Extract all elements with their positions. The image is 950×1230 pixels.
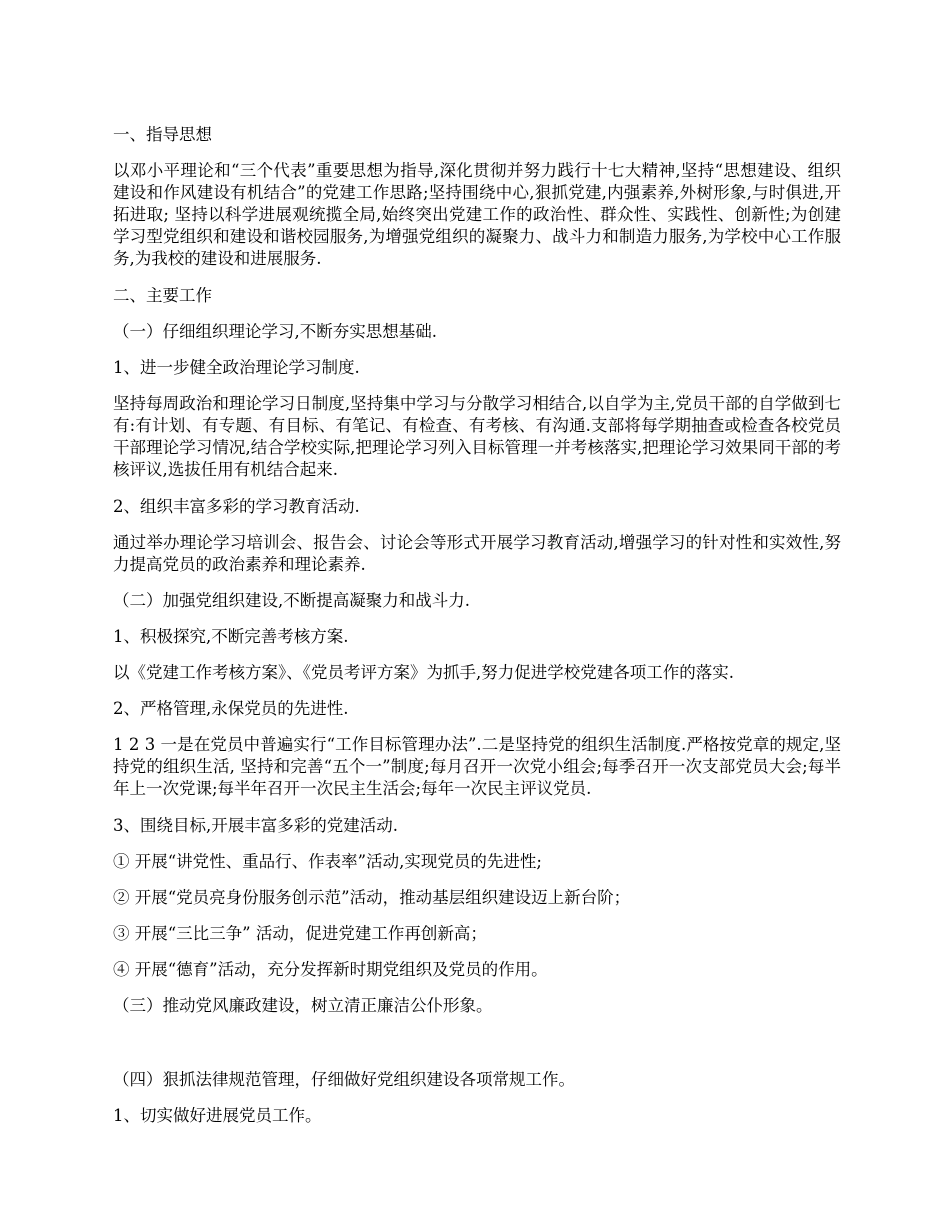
section-heading-main-work: 二、主要工作 [113,286,212,305]
document-page [113,124,841,1127]
section-heading-guiding-ideology: 一、指导思想 [113,125,212,144]
item-heading-strict-management: 2、严格管理,永保党员的先进性. [113,699,349,718]
subsection-heading-routine-work: （四）狠抓法律规范管理，仔细做好党组织建设各项常规工作。 [113,1070,575,1089]
list-item-activity-2: ② 开展“党员亮身份服务创示范”活动，推动基层组织建设迈上新台阶； [113,888,631,907]
paragraph-guiding-ideology: 以邓小平理论和“三个代表”重要思想为指导,深化贯彻并努力践行十七大精神,坚持“思想建设、组织建设和作风建设有机结合”的党建工作思路;坚持围绕中心,狠抓党建,内强素养,外树形象,与时俱进,开拓进取; 坚持以科学进展观统揽全局,始终突出党建工作的政治性、群众性、实践性、创新性;为创建学习型党组织和建设和谐校园服务,为增强党组织的凝聚力、战斗力和制造力服务,为学校中心工作服务,为我校的建设和进展服务. [113,161,841,268]
list-item-activity-1: ① 开展“讲党性、重品行、作表率”活动,实现党员的先进性; [113,852,542,871]
paragraph-strict-management: 1 2 3 一是在党员中普遍实行“工作目标管理办法”.二是坚持党的组织生活制度.严格按党章的规定,坚持党的组织生活, 坚持和完善“五个一”制度;每月召开一次党小组会;每季召开一次支部党员大会;每半年上一次党课;每半年召开一次民主生活会;每年一次民主评议党员. [113,735,841,798]
paragraph-study-system: 坚持每周政治和理论学习日制度,坚持集中学习与分散学习相结合,以自学为主,党员干部的自学做到七有:有计划、有专题、有目标、有笔记、有检查、有考核、有沟通.支部将每学期抽查或检查各校党员干部理论学习情况,结合学校实际,把理论学习列入目标管理一并考核落实,把理论学习效果同干部的考核评议,选拔任用有机结合起来. [113,394,841,479]
list-item-activity-3: ③ 开展“三比三争” 活动，促进党建工作再创新高； [113,924,487,943]
item-heading-education-activities: 2、组织丰富多彩的学习教育活动. [113,497,360,516]
item-heading-study-system: 1、进一步健全政治理论学习制度. [113,358,360,377]
item-heading-assessment-plan: 1、积极探究,不断完善考核方案. [113,627,349,646]
list-item-activity-4: ④ 开展“德育”活动，充分发挥新时期党组织及党员的作用。 [113,960,548,979]
item-heading-party-activities: 3、围绕目标,开展丰富多彩的党建活动. [113,816,398,835]
paragraph-assessment-plan: 以《党建工作考核方案》、《党员考评方案》为抓手,努力促进学校党建各项工作的落实. [113,663,734,682]
subsection-heading-integrity: （三）推动党风廉政建设，树立清正廉洁公仆形象。 [113,996,493,1015]
item-heading-member-development: 1、切实做好进展党员工作。 [113,1106,322,1125]
subsection-heading-party-building: （二）加强党组织建设,不断提高凝聚力和战斗力. [113,591,470,610]
paragraph-education-activities: 通过举办理论学习培训会、报告会、讨论会等形式开展学习教育活动,增强学习的针对性和实效性,努力提高党员的政治素养和理论素养. [113,533,841,574]
subsection-heading-theory-study: （一）仔细组织理论学习,不断夯实思想基础. [113,322,437,341]
